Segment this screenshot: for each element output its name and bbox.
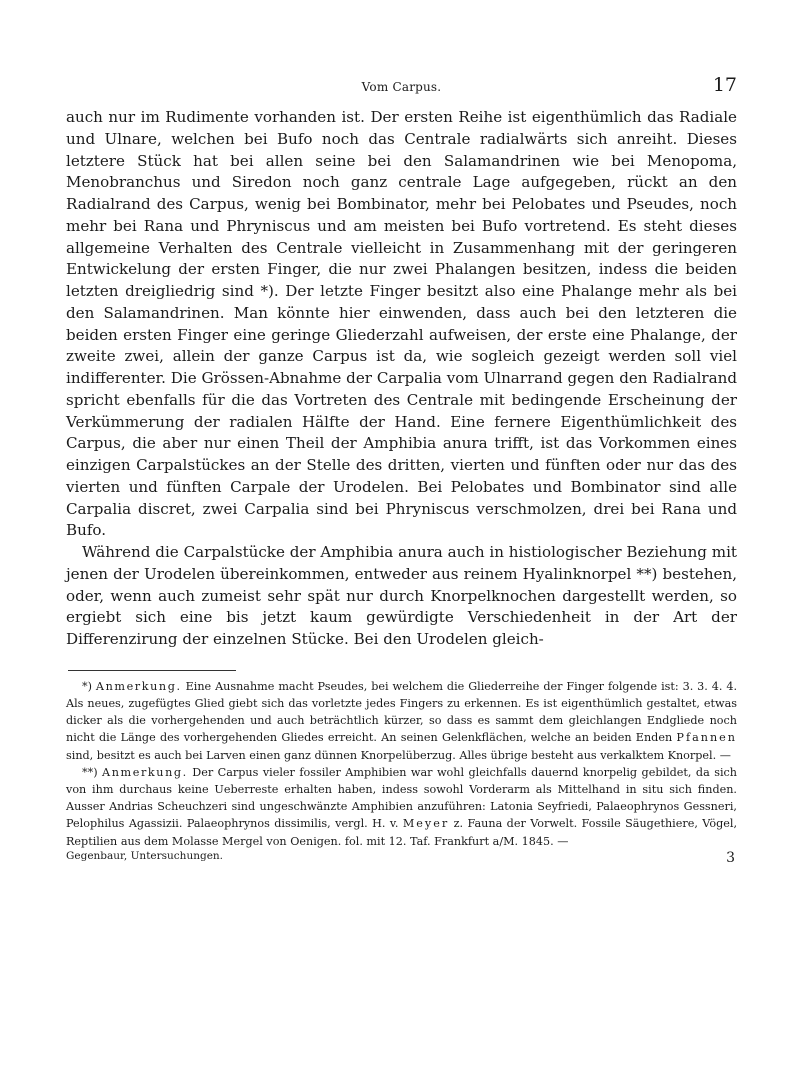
page-number: 17 (712, 74, 737, 96)
footnote-1-spaced-term: Pfannen (676, 731, 737, 745)
footnote-2-marker: **) (82, 765, 98, 779)
footnote-1-marker: *) (82, 679, 92, 693)
paragraph-2: Während die Carpalstücke der Amphibia anura auch in histiologischer Beziehung mit jenen der Urodelen übereinkommen, entweder aus reinem Hyalinknorpel **) bestehen, oder, wenn auch zumeist sehr spät nur durch Knorpelknochen dargestellt werden, so ergiebt sich eine bis jetzt kaum gewürdigte Verschiedenheit in der Art der Differenzirung der einzelnen Stücke. Bei den Urodelen gleich- (66, 543, 737, 648)
footnote-1 (66, 678, 737, 764)
footnote-2-author: Meyer (402, 817, 450, 831)
page-header (66, 66, 737, 96)
book-page (66, 66, 737, 868)
footnote-1-label: Anmerkung. (95, 679, 182, 693)
running-title: Vom Carpus. (361, 80, 442, 94)
footnote-2 (66, 764, 737, 850)
footnote-2-text-end: z. Fauna der Vorwelt. Fossile Säugethiere, Vögel, Reptilien aus dem Molasse Mergel von Oenigen. fol. mit 12. Taf. Frankfurt a/M. 1845. — (66, 817, 737, 848)
footnote-rule (68, 670, 236, 671)
page-footer (66, 850, 737, 868)
footnote-1-text: Eine Ausnahme macht Pseudes, bei welchem die Gliederreihe der Finger folgende ist: 3. 3. 4. 4. Als neues, zugefügtes Glied giebt sich das vorletzte jedes Fingers zu erkennen. Es ist eigenthümlich gestaltet, etwas dicker als die vorhergehenden und auch beträchtlich kürzer, so dass es sammt dem gleichlangen Endgliede noch nicht die Länge des vorhergehenden Gliedes erreicht. An seinen Gelenkflächen, welche an beiden Enden (66, 679, 738, 745)
footnote-2-text: Der Carpus vieler fossiler Amphibien war wohl gleichfalls dauernd knorpelig gebildet, da sich von ihm durchaus keine Ueberreste erhalten haben, indess sowohl Vorderarm als Mittelhand in situ sich finden. Ausser Andrias Scheuchzeri sind ungeschwänzte Amphibien anzuführen: Latonia Seyfriedi, Palaeophrynos Gessneri, Pelophilus Agassizii. Palaeophrynos dissimilis, vergl. H. v. (66, 765, 738, 831)
imprint-line: Gegenbaur, Untersuchungen. (66, 849, 224, 862)
paragraph-1: auch nur im Rudimente vorhanden ist. Der ersten Reihe ist eigenthümlich das Radiale und Ulnare, welchen bei Bufo noch das Centrale radialwärts sich anreiht. Dieses letztere Stück hat bei allen seine bei den Salamandrinen wie bei Menopoma, Menobranchus und Siredon noch ganz centrale Lage aufgegeben, rückt an den Radialrand des Carpus, wenig bei Bombinator, mehr bei Pelobates und Pseudes, noch mehr bei Rana und Phryniscus und am meisten bei Bufo vortretend. Es steht dieses allgemeine Verhalten des Centrale vielleicht in Zusammenhang mit der geringeren Entwickelung der ersten Finger, die nur zwei Phalangen besitzen, indess die beiden letzten dreigliedrig sind *). Der letzte Finger besitzt also eine Phalange mehr als bei den Salamandrinen. Man könnte hier einwenden, dass auch bei den letzteren die beiden ersten Finger eine geringe Gliederzahl aufweisen, der erste eine Phalange, der zweite zwei, allein der ganze Carpus ist da, wie sogleich gezeigt werden soll viel indifferenter. Die Grössen-Abnahme der Carpalia vom Ulnarrand gegen den Radialrand spricht ebenfalls für die das Vortreten des Centrale mit bedingende Erscheinung der Verkümmerung der radialen Hälfte der Hand. Eine fernere Eigenthümlichkeit des Carpus, die aber nur einen Theil der Amphibia anura trifft, ist das Vorkommen eines einzigen Carpalstückes an der Stelle des dritten, vierten und fünften oder nur das des vierten und fünften Carpale der Urodelen. Bei Pelobates und Bombinator sind alle Carpalia discret, zwei Carpalia sind bei Phryniscus verschmolzen, drei bei Rana und Bufo. (66, 108, 737, 540)
signature-mark: 3 (726, 849, 735, 866)
footnote-1-text-end: sind, besitzt es auch bei Larven einen ganz dünnen Knorpelüberzug. Alles übrige besteht aus verkalktem Knorpel. — (66, 748, 731, 762)
footnotes (66, 678, 737, 850)
main-text (66, 107, 737, 651)
footnote-2-label: Anmerkung. (102, 765, 188, 779)
